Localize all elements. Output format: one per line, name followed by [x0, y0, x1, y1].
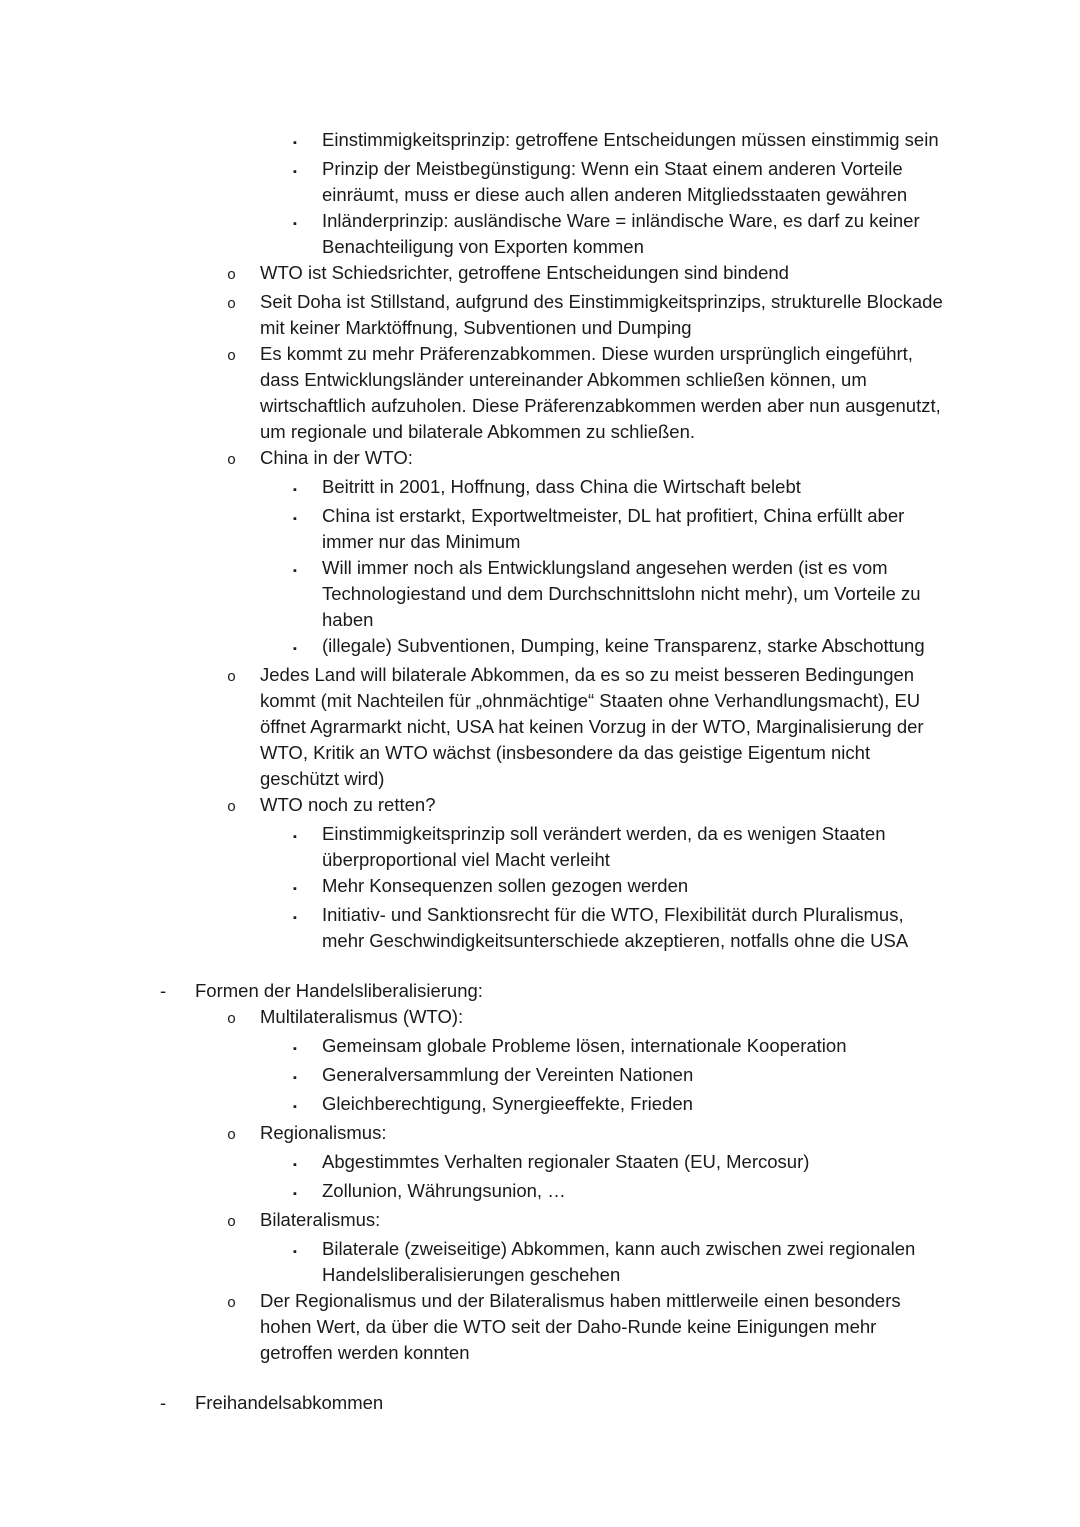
list-item	[0, 156, 948, 208]
list-item-text: Bilaterale (zweiseitige) Abkommen, kann auch zwischen zwei regionalen Handelsliberalisierungen geschehen	[322, 1238, 916, 1285]
list-item	[0, 1207, 948, 1236]
bullet-marker: ▪	[293, 831, 297, 843]
bullet-marker: o	[227, 1127, 237, 1144]
bullet-marker: ▪	[293, 166, 297, 178]
list-item-text: WTO ist Schiedsrichter, getroffene Entscheidungen sind bindend	[260, 262, 789, 283]
bullet-marker: ▪	[293, 565, 297, 577]
bullet-marker: ▪	[293, 643, 297, 655]
list-item	[0, 208, 948, 260]
bullet-marker: ▪	[293, 1043, 297, 1055]
bullet-marker: o	[227, 1011, 237, 1028]
list-item-text: Multilateralismus (WTO):	[260, 1006, 464, 1027]
list-item-text: Formen der Handelsliberalisierung:	[195, 980, 483, 1001]
document-body	[0, 127, 948, 1416]
bullet-marker: ▪	[293, 218, 297, 230]
list-item-text: WTO noch zu retten?	[260, 794, 436, 815]
list-item	[0, 1004, 948, 1033]
list-item	[0, 1390, 948, 1416]
list-item	[0, 127, 948, 156]
list-item-text: Regionalismus:	[260, 1122, 387, 1143]
bullet-marker: ▪	[293, 1101, 297, 1113]
bullet-marker: o	[227, 452, 237, 469]
list-item-text: Generalversammlung der Vereinten Nationen	[322, 1064, 694, 1085]
list-item	[0, 503, 948, 555]
list-item	[0, 445, 948, 474]
list-item-text: Einstimmigkeitsprinzip: getroffene Entscheidungen müssen einstimmig sein	[322, 129, 939, 150]
list-item-text: Der Regionalismus und der Bilateralismus haben mittlerweile einen besonders hohen Wert, da über die WTO seit der Daho-Runde keine Einigungen mehr getroffen werden konnten	[260, 1290, 901, 1363]
list-item	[0, 474, 948, 503]
list-item-text: Will immer noch als Entwicklungsland angesehen werden (ist es vom Technologiestand und dem Durchschnittslohn nicht mehr), um Vorteile zu haben	[322, 557, 921, 630]
list-item-text: China ist erstarkt, Exportweltmeister, DL hat profitiert, China erfüllt aber immer nur das Minimum	[322, 505, 905, 552]
list-item	[0, 289, 948, 341]
bullet-marker: o	[227, 1295, 237, 1312]
list-item-text: Initiativ- und Sanktionsrecht für die WTO, Flexibilität durch Pluralismus, mehr Geschwindigkeitsunterschiede akzeptieren, notfalls ohne die USA	[322, 904, 909, 951]
bullet-marker: ▪	[293, 137, 297, 149]
list-item	[0, 341, 948, 445]
list-item-text: (illegale) Subventionen, Dumping, keine Transparenz, starke Abschottung	[322, 635, 925, 656]
list-item	[0, 1288, 948, 1366]
list-item-text: China in der WTO:	[260, 447, 413, 468]
list-item	[0, 633, 948, 662]
bullet-marker: ▪	[293, 484, 297, 496]
list-item	[0, 873, 948, 902]
list-item	[0, 1236, 948, 1288]
bullet-marker: -	[160, 980, 167, 1001]
list-item	[0, 1178, 948, 1207]
bullet-marker: ▪	[293, 1072, 297, 1084]
list-item-text: Abgestimmtes Verhalten regionaler Staaten (EU, Mercosur)	[322, 1151, 810, 1172]
list-item-text: Gleichberechtigung, Synergieeffekte, Frieden	[322, 1093, 693, 1114]
list-item-text: Seit Doha ist Stillstand, aufgrund des Einstimmigkeitsprinzips, strukturelle Blockade mit keiner Marktöffnung, Subventionen und Dumping	[260, 291, 943, 338]
list-item	[0, 902, 948, 954]
list-item	[0, 1120, 948, 1149]
list-item	[0, 1149, 948, 1178]
bullet-marker: ▪	[293, 1246, 297, 1258]
list-item	[0, 821, 948, 873]
list-item	[0, 662, 948, 792]
list-item-text: Es kommt zu mehr Präferenzabkommen. Diese wurden ursprünglich eingeführt, dass Entwicklungsländer untereinander Abkommen schließen können, um wirtschaftlich aufzuholen. Diese Präferenzabkommen werden aber nun ausgenutzt, um regionale und bilaterale Abkommen zu schließen.	[260, 343, 941, 442]
bullet-marker: -	[160, 1392, 167, 1413]
list-item-text: Bilateralismus:	[260, 1209, 381, 1230]
bullet-marker: o	[227, 1214, 237, 1231]
list-item	[0, 1091, 948, 1120]
list-item-text: Zollunion, Währungsunion, …	[322, 1180, 566, 1201]
bullet-marker: ▪	[293, 513, 297, 525]
list-item-text: Mehr Konsequenzen sollen gezogen werden	[322, 875, 689, 896]
list-item-text: Jedes Land will bilaterale Abkommen, da es so zu meist besseren Bedingungen kommt (mit Nachteilen für „ohnmächtige“ Staaten ohne Verhandlungsmacht), EU öffnet Agrarmarkt nicht, USA hat keinen Vorzug in der WTO, Marginalisierung der WTO, Kritik an WTO wächst (insbesondere da das geistige Eigentum nicht geschützt wird)	[260, 664, 924, 789]
bullet-marker: ▪	[293, 883, 297, 895]
list-item	[0, 978, 948, 1004]
list-item-text: Einstimmigkeitsprinzip soll verändert werden, da es wenigen Staaten überproportional viel Macht verleiht	[322, 823, 886, 870]
list-item-text: Inländerprinzip: ausländische Ware = inländische Ware, es darf zu keiner Benachteiligung von Exporten kommen	[322, 210, 920, 257]
bullet-marker: ▪	[293, 912, 297, 924]
bullet-marker: o	[227, 348, 237, 365]
bullet-marker: ▪	[293, 1159, 297, 1171]
list-item	[0, 555, 948, 633]
bullet-marker: o	[227, 296, 237, 313]
bullet-marker: o	[227, 267, 237, 284]
bullet-marker: o	[227, 669, 237, 686]
list-item	[0, 1062, 948, 1091]
list-item-text: Beitritt in 2001, Hoffnung, dass China die Wirtschaft belebt	[322, 476, 801, 497]
list-item-text: Prinzip der Meistbegünstigung: Wenn ein Staat einem anderen Vorteile einräumt, muss er diese auch allen anderen Mitgliedsstaaten gewähren	[322, 158, 908, 205]
list-item	[0, 1033, 948, 1062]
list-item	[0, 792, 948, 821]
list-item-text: Gemeinsam globale Probleme lösen, internationale Kooperation	[322, 1035, 847, 1056]
list-item	[0, 260, 948, 289]
bullet-marker: ▪	[293, 1188, 297, 1200]
bullet-marker: o	[227, 799, 237, 816]
list-item-text: Freihandelsabkommen	[195, 1392, 384, 1413]
